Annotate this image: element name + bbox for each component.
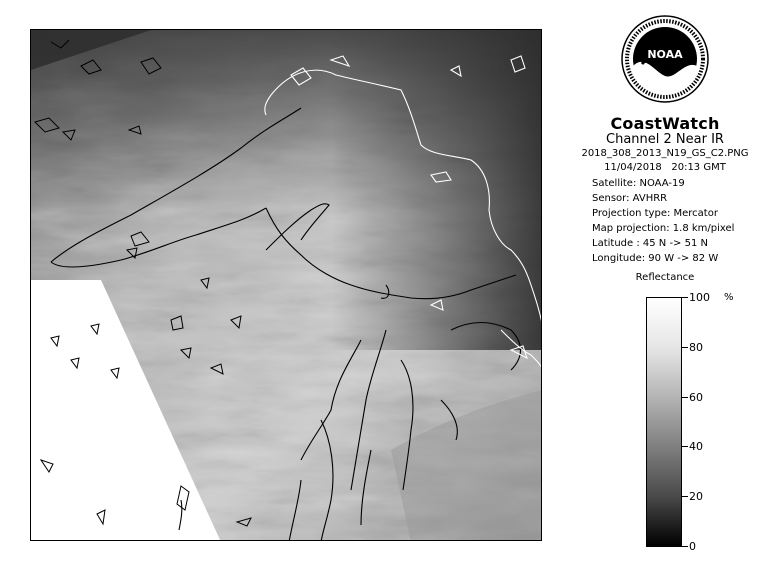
colorbar-tick [682,347,688,348]
colorbar-title: Reflectance [635,272,695,283]
acquisition-time: 20:13 GMT [671,162,726,173]
image-filename: 2018_308_2013_N19_GS_C2.PNG [581,148,749,159]
longitude-info: Longitude: 90 W -> 82 W [592,253,719,264]
acquisition-datetime [560,162,770,173]
colorbar-tick-label: 40 [689,440,703,453]
colorbar-tick-label: 60 [689,391,703,404]
info-panel [560,10,770,565]
map-projection-info: Map projection: 1.8 km/pixel [592,223,735,234]
acquisition-date: 11/04/2018 [604,162,662,173]
product-title: Channel 2 Near IR [606,132,724,147]
reflectance-colorbar [646,297,682,547]
colorbar-tick [682,546,688,547]
brand-title: CoastWatch [610,114,720,133]
satellite-info: Satellite: NOAA-19 [592,178,685,189]
colorbar-tick-label: 20 [689,490,703,503]
colorbar-tick [682,397,688,398]
latitude-info: Latitude : 45 N -> 51 N [592,238,708,249]
logo-center-text: NOAA [647,48,683,61]
noaa-logo-icon [620,14,710,104]
projection-type-info: Projection type: Mercator [592,208,718,219]
sensor-info: Sensor: AVHRR [592,193,668,204]
colorbar-tick-label: 0 [689,540,696,553]
reflectance-image [31,30,542,541]
colorbar-tick-label: 100 [689,291,710,304]
satellite-map [30,29,542,541]
colorbar-tick [682,496,688,497]
colorbar-tick-label: 80 [689,341,703,354]
colorbar-tick [682,446,688,447]
colorbar-tick [682,297,688,298]
colorbar-unit: % [724,292,734,303]
